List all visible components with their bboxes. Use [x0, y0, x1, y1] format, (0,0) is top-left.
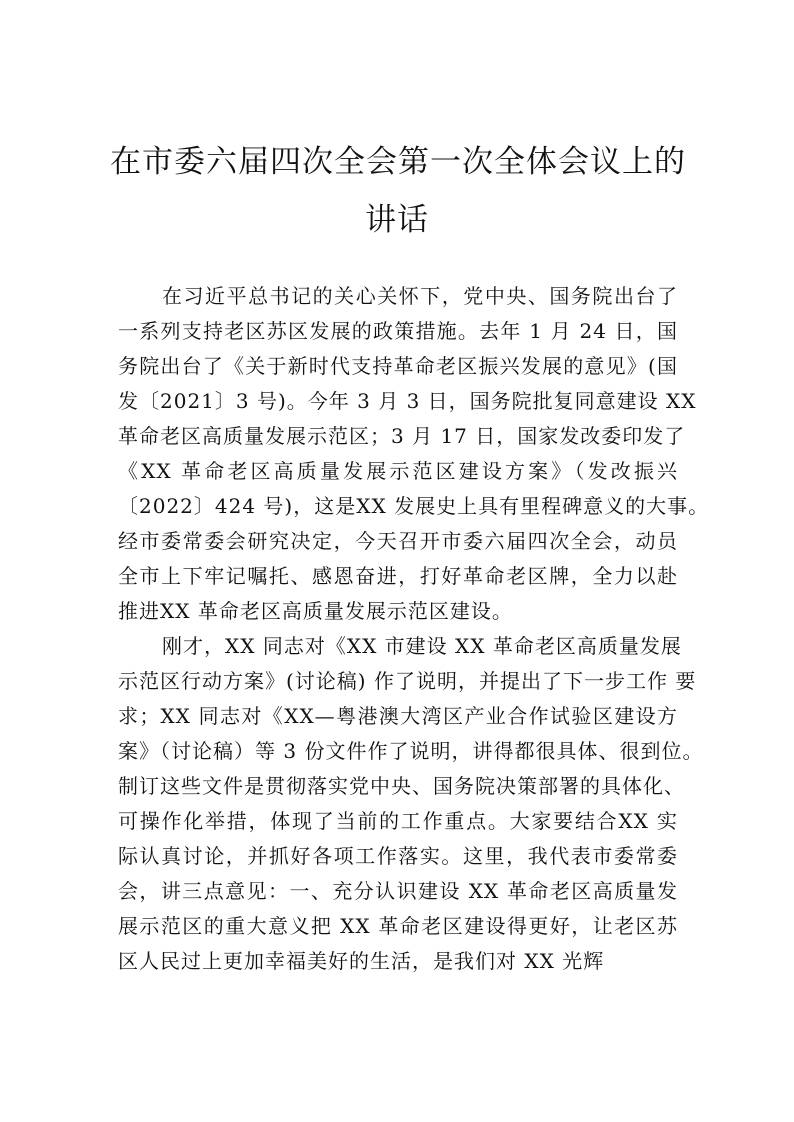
paragraph-2-line: 示范区行动方案》(讨论稿) 作了说明，并提出了下一步工作 要: [118, 669, 697, 693]
paragraph-1-line: 〔2022〕424 号)，这是XX 发展史上具有里程碑意义的大事。: [118, 494, 710, 518]
paragraph-2-line: 案》（讨论稿）等 3 份文件作了说明，讲得都很具体、很到位。: [118, 739, 704, 763]
paragraph-2-line: 际认真讨论，并抓好各项工作落实。这里，我代表市委常委: [118, 844, 678, 868]
paragraph-1-line: 一系列支持老区苏区发展的政策措施。去年 1 月 24 日，国: [118, 319, 678, 343]
paragraph-1-line: 在习近平总书记的关心关怀下，党中央、国务院出台了: [162, 284, 678, 308]
paragraph-1-line: 发〔2021〕3 号)。今年 3 月 3 日，国务院批复同意建设 XX: [118, 389, 697, 413]
paragraph-2-line: 会，讲三点意见：一、充分认识建设 XX 革命老区高质量发: [118, 879, 678, 903]
document-title-line-2: 讲话: [365, 202, 429, 238]
paragraph-2-line: 区人民过上更加幸福美好的生活，是我们对 XX 光辉: [118, 949, 605, 973]
paragraph-2-line: 制订这些文件是贯彻落实党中央、国务院决策部署的具体化、: [118, 774, 685, 798]
paragraph-2-line: 求；XX 同志对《XX—粤港澳大湾区产业合作试验区建设方: [118, 704, 678, 728]
paragraph-2-line: 可操作化举措，体现了当前的工作重点。大家要结合XX 实: [118, 809, 678, 833]
paragraph-2-line: 刚才，XX 同志对《XX 市建设 XX 革命老区高质量发展: [162, 634, 682, 658]
paragraph-1-line: 革命老区高质量发展示范区；3 月 17 日，国家发改委印发了: [118, 424, 686, 448]
document-title-line-1: 在市委六届四次全会第一次全体会议上的: [110, 144, 686, 180]
paragraph-2-line: 展示范区的重大意义把 XX 革命老区建设得更好，让老区苏: [118, 914, 678, 938]
paragraph-1-line: 推进XX 革命老区高质量发展示范区建设。: [118, 599, 513, 623]
paragraph-1-line: 经市委常委会研究决定，今天召开市委六届四次全会，动员: [118, 529, 678, 553]
paragraph-1-line: 全市上下牢记嘱托、感恩奋进，打好革命老区牌，全力以赴: [118, 564, 678, 588]
paragraph-1-line: 务院出台了《关于新时代支持革命老区振兴发展的意见》(国: [118, 354, 678, 378]
paragraph-1-line: 《XX 革命老区高质量发展示范区建设方案》（发改振兴: [118, 459, 678, 483]
